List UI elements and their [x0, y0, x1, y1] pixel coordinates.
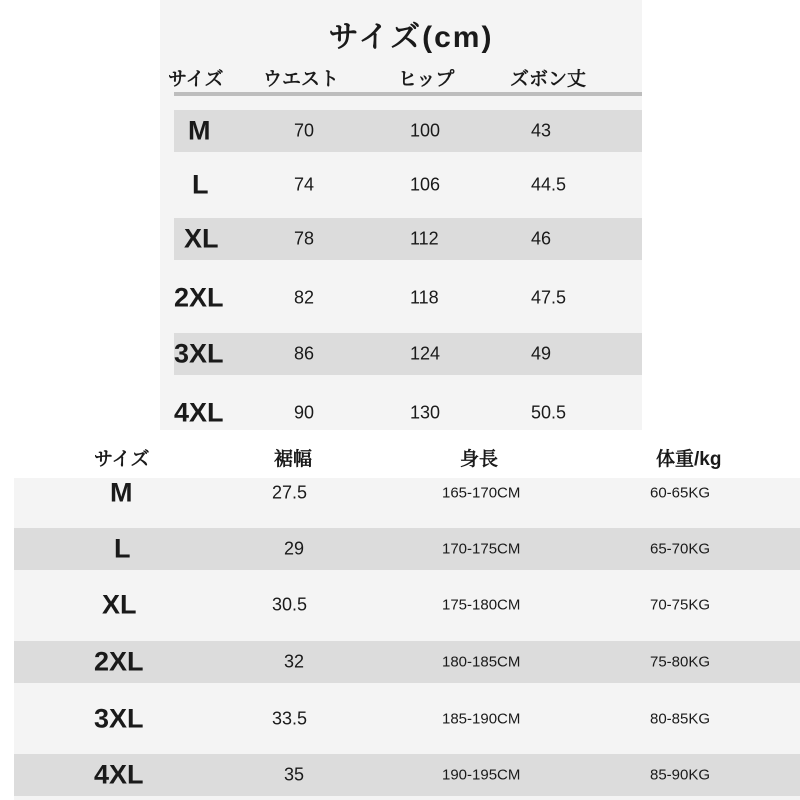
length-cell: 50.5 — [531, 402, 567, 423]
size-cell: 4XL — [94, 759, 144, 790]
length-cell: 44.5 — [531, 174, 567, 195]
header-size: サイズ — [94, 449, 150, 470]
header-waist: ウエスト — [263, 69, 340, 90]
waist-cell: 82 — [294, 287, 315, 308]
length-cell: 49 — [531, 343, 552, 364]
hem-width-cell: 35 — [284, 764, 305, 785]
table-row — [14, 754, 800, 796]
weight-cell: 75-80KG — [650, 653, 711, 671]
top-size-table — [160, 0, 642, 430]
hip-cell: 106 — [410, 174, 441, 195]
table-row — [14, 698, 800, 740]
table-row — [14, 641, 800, 683]
header-hip: ヒップ — [398, 69, 455, 90]
size-cell: L — [192, 169, 209, 200]
height-cell: 170-175CM — [442, 540, 521, 558]
size-cell: 2XL — [174, 282, 224, 313]
table-row — [174, 277, 642, 319]
height-cell: 175-180CM — [442, 596, 521, 614]
hip-cell: 112 — [410, 228, 439, 249]
header-size: サイズ — [168, 69, 224, 90]
size-cell: XL — [102, 589, 137, 620]
weight-cell: 65-70KG — [650, 540, 711, 558]
header-pants-length: ズボン丈 — [510, 69, 587, 90]
weight-cell: 85-90KG — [650, 766, 711, 784]
bottom-table-header — [0, 444, 800, 474]
size-cell: M — [188, 115, 211, 146]
height-cell: 185-190CM — [442, 710, 521, 728]
length-cell: 43 — [531, 120, 552, 141]
table-row — [174, 164, 642, 206]
size-cell: 3XL — [94, 703, 144, 734]
top-table-title: サイズ(cm) — [328, 21, 494, 54]
table-row — [14, 528, 800, 570]
hem-width-cell: 32 — [284, 651, 305, 672]
table-row — [174, 392, 642, 430]
header-weight: 体重/kg — [656, 449, 722, 470]
hip-cell: 118 — [410, 287, 439, 308]
height-cell: 190-195CM — [442, 766, 521, 784]
header-height: 身長 — [460, 449, 499, 470]
hem-width-cell: 29 — [284, 538, 305, 559]
table-row — [174, 110, 642, 152]
height-cell: 180-185CM — [442, 653, 521, 671]
top-table-header — [160, 64, 642, 90]
table-row — [14, 584, 800, 626]
hip-cell: 124 — [410, 343, 441, 364]
weight-cell: 60-65KG — [650, 484, 711, 502]
hem-width-cell: 27.5 — [272, 482, 308, 503]
table-row — [174, 218, 642, 260]
waist-cell: 86 — [294, 343, 315, 364]
size-cell: XL — [184, 223, 219, 254]
hip-cell: 100 — [410, 120, 441, 141]
length-cell: 47.5 — [531, 287, 567, 308]
waist-cell: 78 — [294, 228, 315, 249]
waist-cell: 90 — [294, 402, 315, 423]
length-cell: 46 — [531, 228, 552, 249]
hem-width-cell: 30.5 — [272, 594, 308, 615]
header-divider — [174, 92, 642, 96]
hem-width-cell: 33.5 — [272, 708, 308, 729]
size-cell: M — [110, 478, 133, 508]
size-cell: 3XL — [174, 338, 224, 369]
bottom-size-table — [14, 478, 800, 800]
table-row — [174, 333, 642, 375]
waist-cell: 70 — [294, 120, 315, 141]
size-cell: L — [114, 533, 131, 564]
header-hem-width: 裾幅 — [274, 449, 313, 470]
weight-cell: 80-85KG — [650, 710, 711, 728]
table-row — [14, 478, 800, 514]
weight-cell: 70-75KG — [650, 596, 711, 614]
size-cell: 4XL — [174, 397, 224, 428]
size-cell: 2XL — [94, 646, 144, 677]
height-cell: 165-170CM — [442, 484, 521, 502]
hip-cell: 130 — [410, 402, 441, 423]
waist-cell: 74 — [294, 174, 315, 195]
